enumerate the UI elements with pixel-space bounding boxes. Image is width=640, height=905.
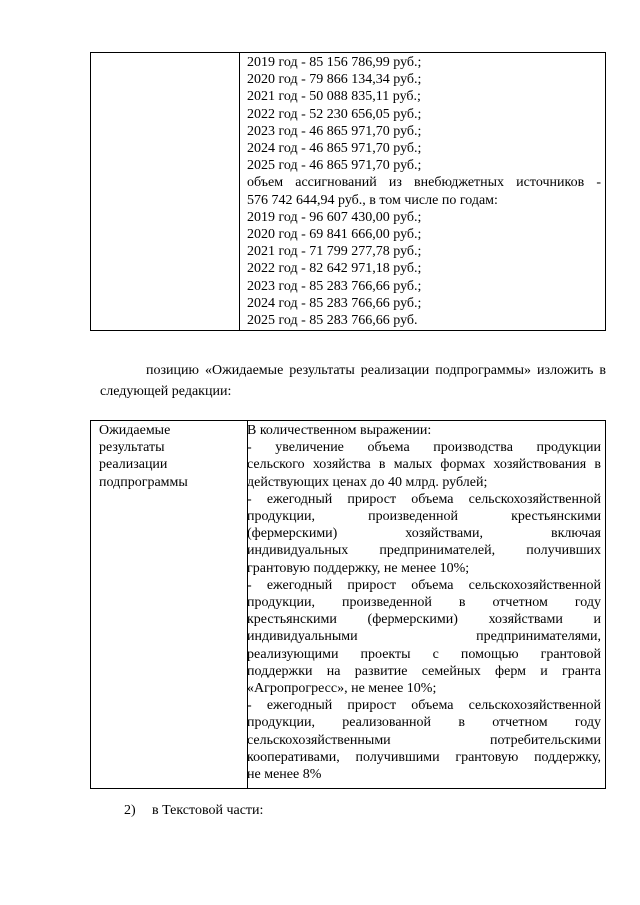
funding-line: 2019 год - 85 156 786,99 руб.; <box>247 55 422 70</box>
results-label-line: реализации <box>99 457 168 473</box>
results-table-label-cell <box>91 421 248 788</box>
results-table <box>90 420 606 789</box>
funding-line: 2022 год - 82 642 971,18 руб.; <box>247 261 422 277</box>
funding-line: 2023 год - 85 283 766,66 руб.; <box>247 278 422 294</box>
results-value-line: В количественном выражении: <box>247 423 432 438</box>
results-value-line: индивидуальными предпринимателями, <box>247 629 601 645</box>
results-value-line: - ежегодный прирост объема сельскохозяйственной <box>247 698 601 714</box>
funding-line: 2024 год - 85 283 766,66 руб.; <box>247 295 422 311</box>
funding-line: 2024 год - 46 865 971,70 руб.; <box>247 141 422 157</box>
funding-line: 2023 год - 46 865 971,70 руб.; <box>247 123 422 139</box>
funding-table-value-cell <box>240 53 605 330</box>
results-value-line: - увеличение объема производства продукции <box>247 440 601 456</box>
results-value-line: поддержки на развитие семейных ферм и гранта <box>247 663 601 679</box>
list-item-text: в Текстовой части: <box>152 803 264 818</box>
funding-line: 2019 год - 96 607 430,00 руб.; <box>247 209 422 225</box>
funding-table-label-cell <box>91 53 240 330</box>
results-table-value-cell <box>240 421 605 788</box>
results-value-line: продукции, произведенной в отчетном году <box>247 595 601 611</box>
results-label-line: Ожидаемые <box>99 423 171 438</box>
funding-line: 2020 год - 69 841 666,00 руб.; <box>247 227 422 243</box>
funding-line: 2021 год - 71 799 277,78 руб.; <box>247 244 422 260</box>
results-value-line: грантовую поддержку, не менее 10%; <box>247 560 470 576</box>
funding-line: 2021 год - 50 088 835,11 руб.; <box>247 89 421 105</box>
list-item-number: 2) <box>124 803 136 818</box>
funding-line: 2025 год - 46 865 971,70 руб.; <box>247 158 422 174</box>
results-value-line: (фермерскими) хозяйствами, включая <box>247 526 601 542</box>
funding-line: 2022 год - 52 230 656,05 руб.; <box>247 106 422 122</box>
results-value-line: реализующими проекты с помощью грантовой <box>247 646 601 662</box>
results-value-line: действующих ценах до 40 млрд. рублей; <box>247 474 488 490</box>
results-label-line: подпрограммы <box>99 474 188 490</box>
results-value-line: сельскохозяйственными потребительскими <box>247 732 601 748</box>
results-value-line: индивидуальных предпринимателей, получивших <box>247 543 601 559</box>
funding-line: 2025 год - 85 283 766,66 руб. <box>247 313 418 329</box>
funding-line: объем ассигнований из внебюджетных источников - <box>247 175 601 191</box>
instruction-line-1: позицию «Ожидаемые результаты реализации подпрограммы» изложить в <box>146 363 606 378</box>
results-value-line: продукции, реализованной в отчетном году <box>247 715 601 731</box>
results-label-line: результаты <box>99 440 165 456</box>
funding-table <box>90 52 606 331</box>
results-value-line: «Агропрогресс», не менее 10%; <box>247 681 437 697</box>
instruction-line-2: следующей редакции: <box>100 384 232 399</box>
results-value-line: сельского хозяйства в малых формах хозяйствования в <box>247 457 601 473</box>
results-value-line: - ежегодный прирост объема сельскохозяйственной <box>247 577 601 593</box>
funding-line: 2020 год - 79 866 134,34 руб.; <box>247 72 422 88</box>
results-value-line: крестьянскими (фермерскими) хозяйствами и <box>247 612 601 628</box>
funding-line: 576 742 644,94 руб., в том числе по годам: <box>247 192 498 208</box>
list-item-2 <box>124 802 263 820</box>
results-value-line: не менее 8% <box>247 767 322 783</box>
results-value-line: - ежегодный прирост объема сельскохозяйственной <box>247 491 601 507</box>
results-value-line: продукции, произведенной крестьянскими <box>247 509 601 525</box>
instruction-paragraph <box>100 360 606 402</box>
results-value-line: кооперативами, получившими грантовую поддержку, <box>247 749 601 765</box>
